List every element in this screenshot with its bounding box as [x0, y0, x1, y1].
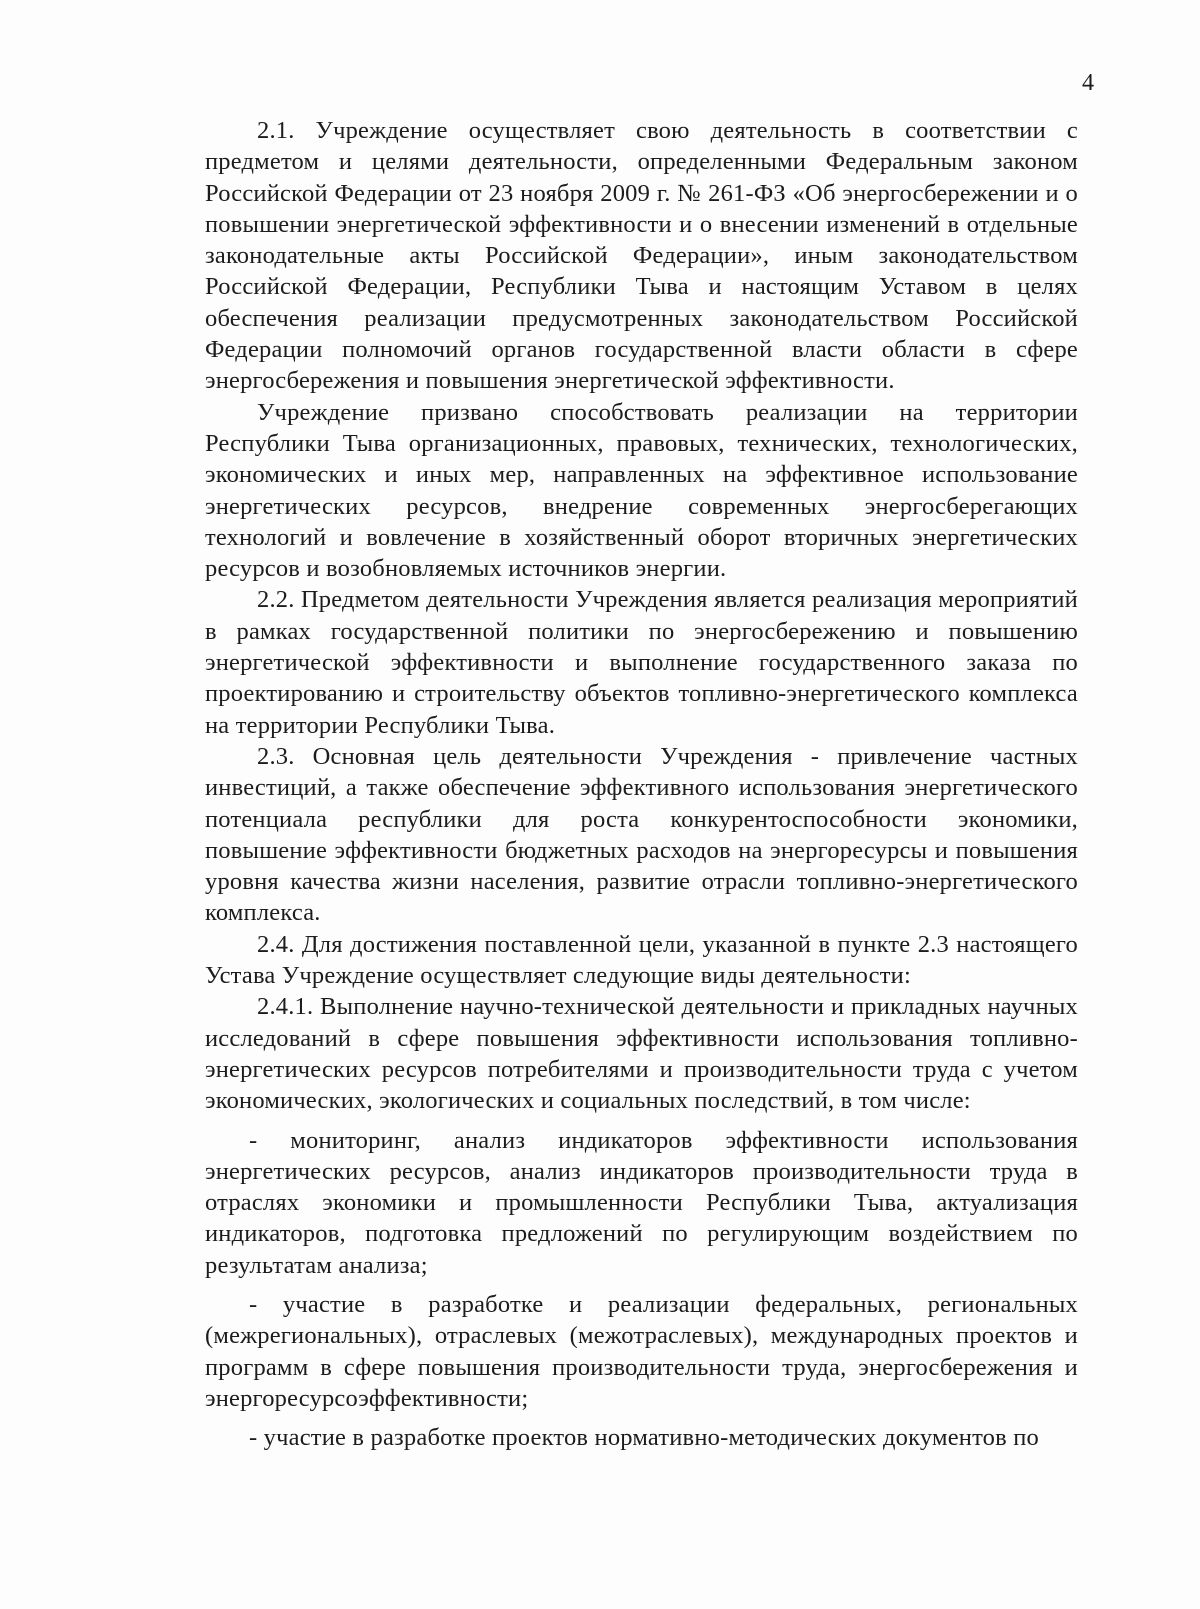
paragraph-2-4-1: 2.4.1. Выполнение научно-технической деятельности и прикладных научных исследований в сфере повышения эффективности использования топливно-энергетических ресурсов потребителями и производительности труда с учетом экономических, экологических и социальных последствий, в том числе: [205, 993, 1078, 1115]
document-body [205, 115, 1078, 1453]
paragraph-2-1: 2.1. Учреждение осуществляет свою деятельность в соответствии с предметом и целями деятельности, определенными Федеральным законом Российской Федерации от 23 ноября 2009 г. № 261-ФЗ «Об энергосбережении и о повышении энергетической эффективности и о внесении изменений в отдельные законодательные акты Российской Федерации», иным законодательством Российской Федерации, Республики Тыва и настоящим Уставом в целях обеспечения реализации предусмотренных законодательством Российской Федерации полномочий органов государственной власти области в сфере энергосбережения и повышения энергетической эффективности. [205, 117, 1078, 395]
paragraph-2-1-continued: Учреждение призвано способствовать реализации на территории Республики Тыва организационных, правовых, технических, технологических, экономических и иных мер, направленных на эффективное использование энергетических ресурсов, внедрение современных энергосберегающих технологий и вовлечение в хозяйственный оборот вторичных энергетических ресурсов и возобновляемых источников энергии. [205, 398, 1078, 583]
list-item-monitoring: - мониторинг, анализ индикаторов эффективности использования энергетических ресурсов, анализ индикаторов производительности труда в отраслях экономики и промышленности Республики Тыва, актуализация индикаторов, подготовка предложений по регулирующим воздействием по результатам анализа; [205, 1126, 1078, 1279]
paragraph-2-3: 2.3. Основная цель деятельности Учреждения - привлечение частных инвестиций, а также обеспечение эффективного использования энергетического потенциала республики для роста конкурентоспособности экономики, повышение эффективности бюджетных расходов на энергоресурсы и повышения уровня качества жизни населения, развитие отрасли топливно-энергетического комплекса. [205, 742, 1078, 927]
paragraph-2-4: 2.4. Для достижения поставленной цели, указанной в пункте 2.3 настоящего Устава Учреждение осуществляет следующие виды деятельности: [205, 930, 1078, 990]
page-number: 4 [1082, 70, 1094, 96]
list-item-programs: - участие в разработке и реализации федеральных, региональных (межрегиональных), отраслевых (межотраслевых), международных проектов и программ в сфере повышения производительности труда, энергосбережения и энергоресурсоэффективности; [205, 1290, 1078, 1412]
paragraph-2-2: 2.2. Предметом деятельности Учреждения является реализация мероприятий в рамках государственной политики по энергосбережению и повышению энергетической эффективности и выполнение государственного заказа по проектированию и строительству объектов топливно-энергетического комплекса на территории Республики Тыва. [205, 586, 1078, 739]
list-item-documents: - участие в разработке проектов нормативно-методических документов по [249, 1424, 1039, 1452]
